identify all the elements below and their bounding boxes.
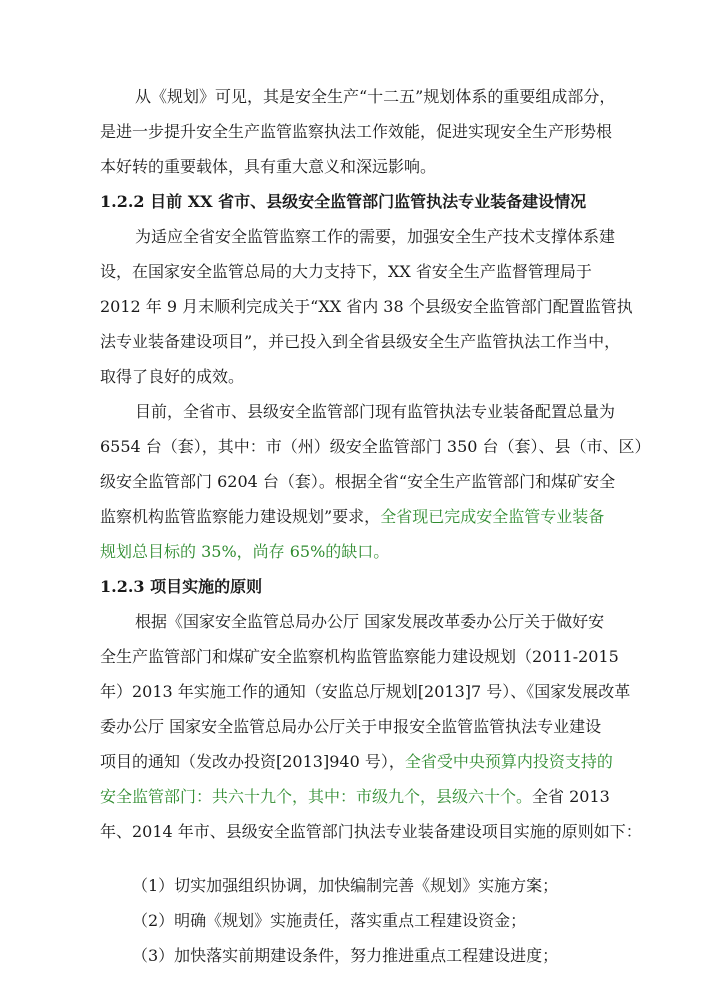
para2-line4: 法专业装备建设项目”，并已投入到全省县级安全生产监管执法工作当中， [100,332,621,351]
para3-line4-text: 监察机构监管监察能力建设规划”要求， [100,507,381,526]
section-title: 项目实施的原则 [150,577,263,596]
para3-line1: 目前，全省市、县级安全监管部门现有监管执法专业装备配置总量为 [135,402,616,421]
section-title: 目前 XX 省市、县级安全监管部门监管执法专业装备建设情况 [150,192,587,211]
section-number: 1.2.3 [100,577,145,596]
para1-line3: 本好转的重要载体，具有重大意义和深远影响。 [100,157,437,176]
para3-line4 [100,506,604,528]
section-heading-1-2-3 [100,576,262,598]
para4-line6-text: 全省 2013 [532,787,610,806]
para4-line6 [100,786,610,808]
para2-line3: 2012 年 9 月末顺利完成关于“XX 省内 38 个县级安全监管部门配置监管执 [100,297,633,316]
para4-line4: 委办公厅 国家安全监管总局办公厅关于申报安全监管监管执法专业建设 [100,717,602,736]
section-number: 1.2.2 [100,192,145,211]
highlight-text: 全省受中央预算内投资支持的 [404,752,613,771]
para2-line5: 取得了良好的成效。 [100,367,245,386]
para3-line5-highlight: 规划总目标的 35%，尚存 65%的缺口。 [100,542,390,561]
para4-line5 [100,751,613,773]
highlight-text: 全省现已完成安全监管专业装备 [380,507,605,526]
para3-line2: 6554 台（套），其中：市（州）级安全监管部门 350 台（套）、县（市、区） [100,437,651,456]
para4-line2: 全生产监管部门和煤矿安全监察机构监管监察能力建设规划（2011-2015 [100,647,619,666]
section-heading-1-2-2 [100,191,586,213]
highlight-text: 安全监管部门：共六十九个，其中：市级九个，县级六十个。 [100,787,533,806]
principle-item-3: （3）加快落实前期建设条件，努力推进重点工程建设进度； [132,946,559,965]
para4-line1: 根据《国家安全监管总局办公厅 国家发展改革委办公厅关于做好安 [135,612,605,631]
para2-line2: 设，在国家安全监管总局的大力支持下，XX 省安全生产监督管理局于 [100,262,592,281]
para1-line1: 从《规划》可见，其是安全生产“十二五”规划体系的重要组成部分， [135,87,616,106]
principle-item-1: （1）切实加强组织协调，加快编制完善《规划》实施方案； [132,876,559,895]
para4-line3: 年）2013 年实施工作的通知（安监总厅规划[2013]7 号）、《国家发展改革 [100,682,631,701]
para1-line2: 是进一步提升安全生产监管监察执法工作效能，促进实现安全生产形势根 [100,122,613,141]
principle-item-2: （2）明确《规划》实施责任，落实重点工程建设资金； [132,911,527,930]
para4-line7: 年、2014 年市、县级安全监管部门执法专业装备建设项目实施的原则如下： [100,822,642,841]
para3-line3: 级安全监管部门 6204 台（套）。根据全省“安全生产监管部门和煤矿安全 [100,472,616,491]
para4-line5-text: 项目的通知（发改办投资[2013]940 号）， [100,752,405,771]
para2-line1: 为适应全省安全监管监察工作的需要，加强安全生产技术支撑体系建 [135,227,616,246]
